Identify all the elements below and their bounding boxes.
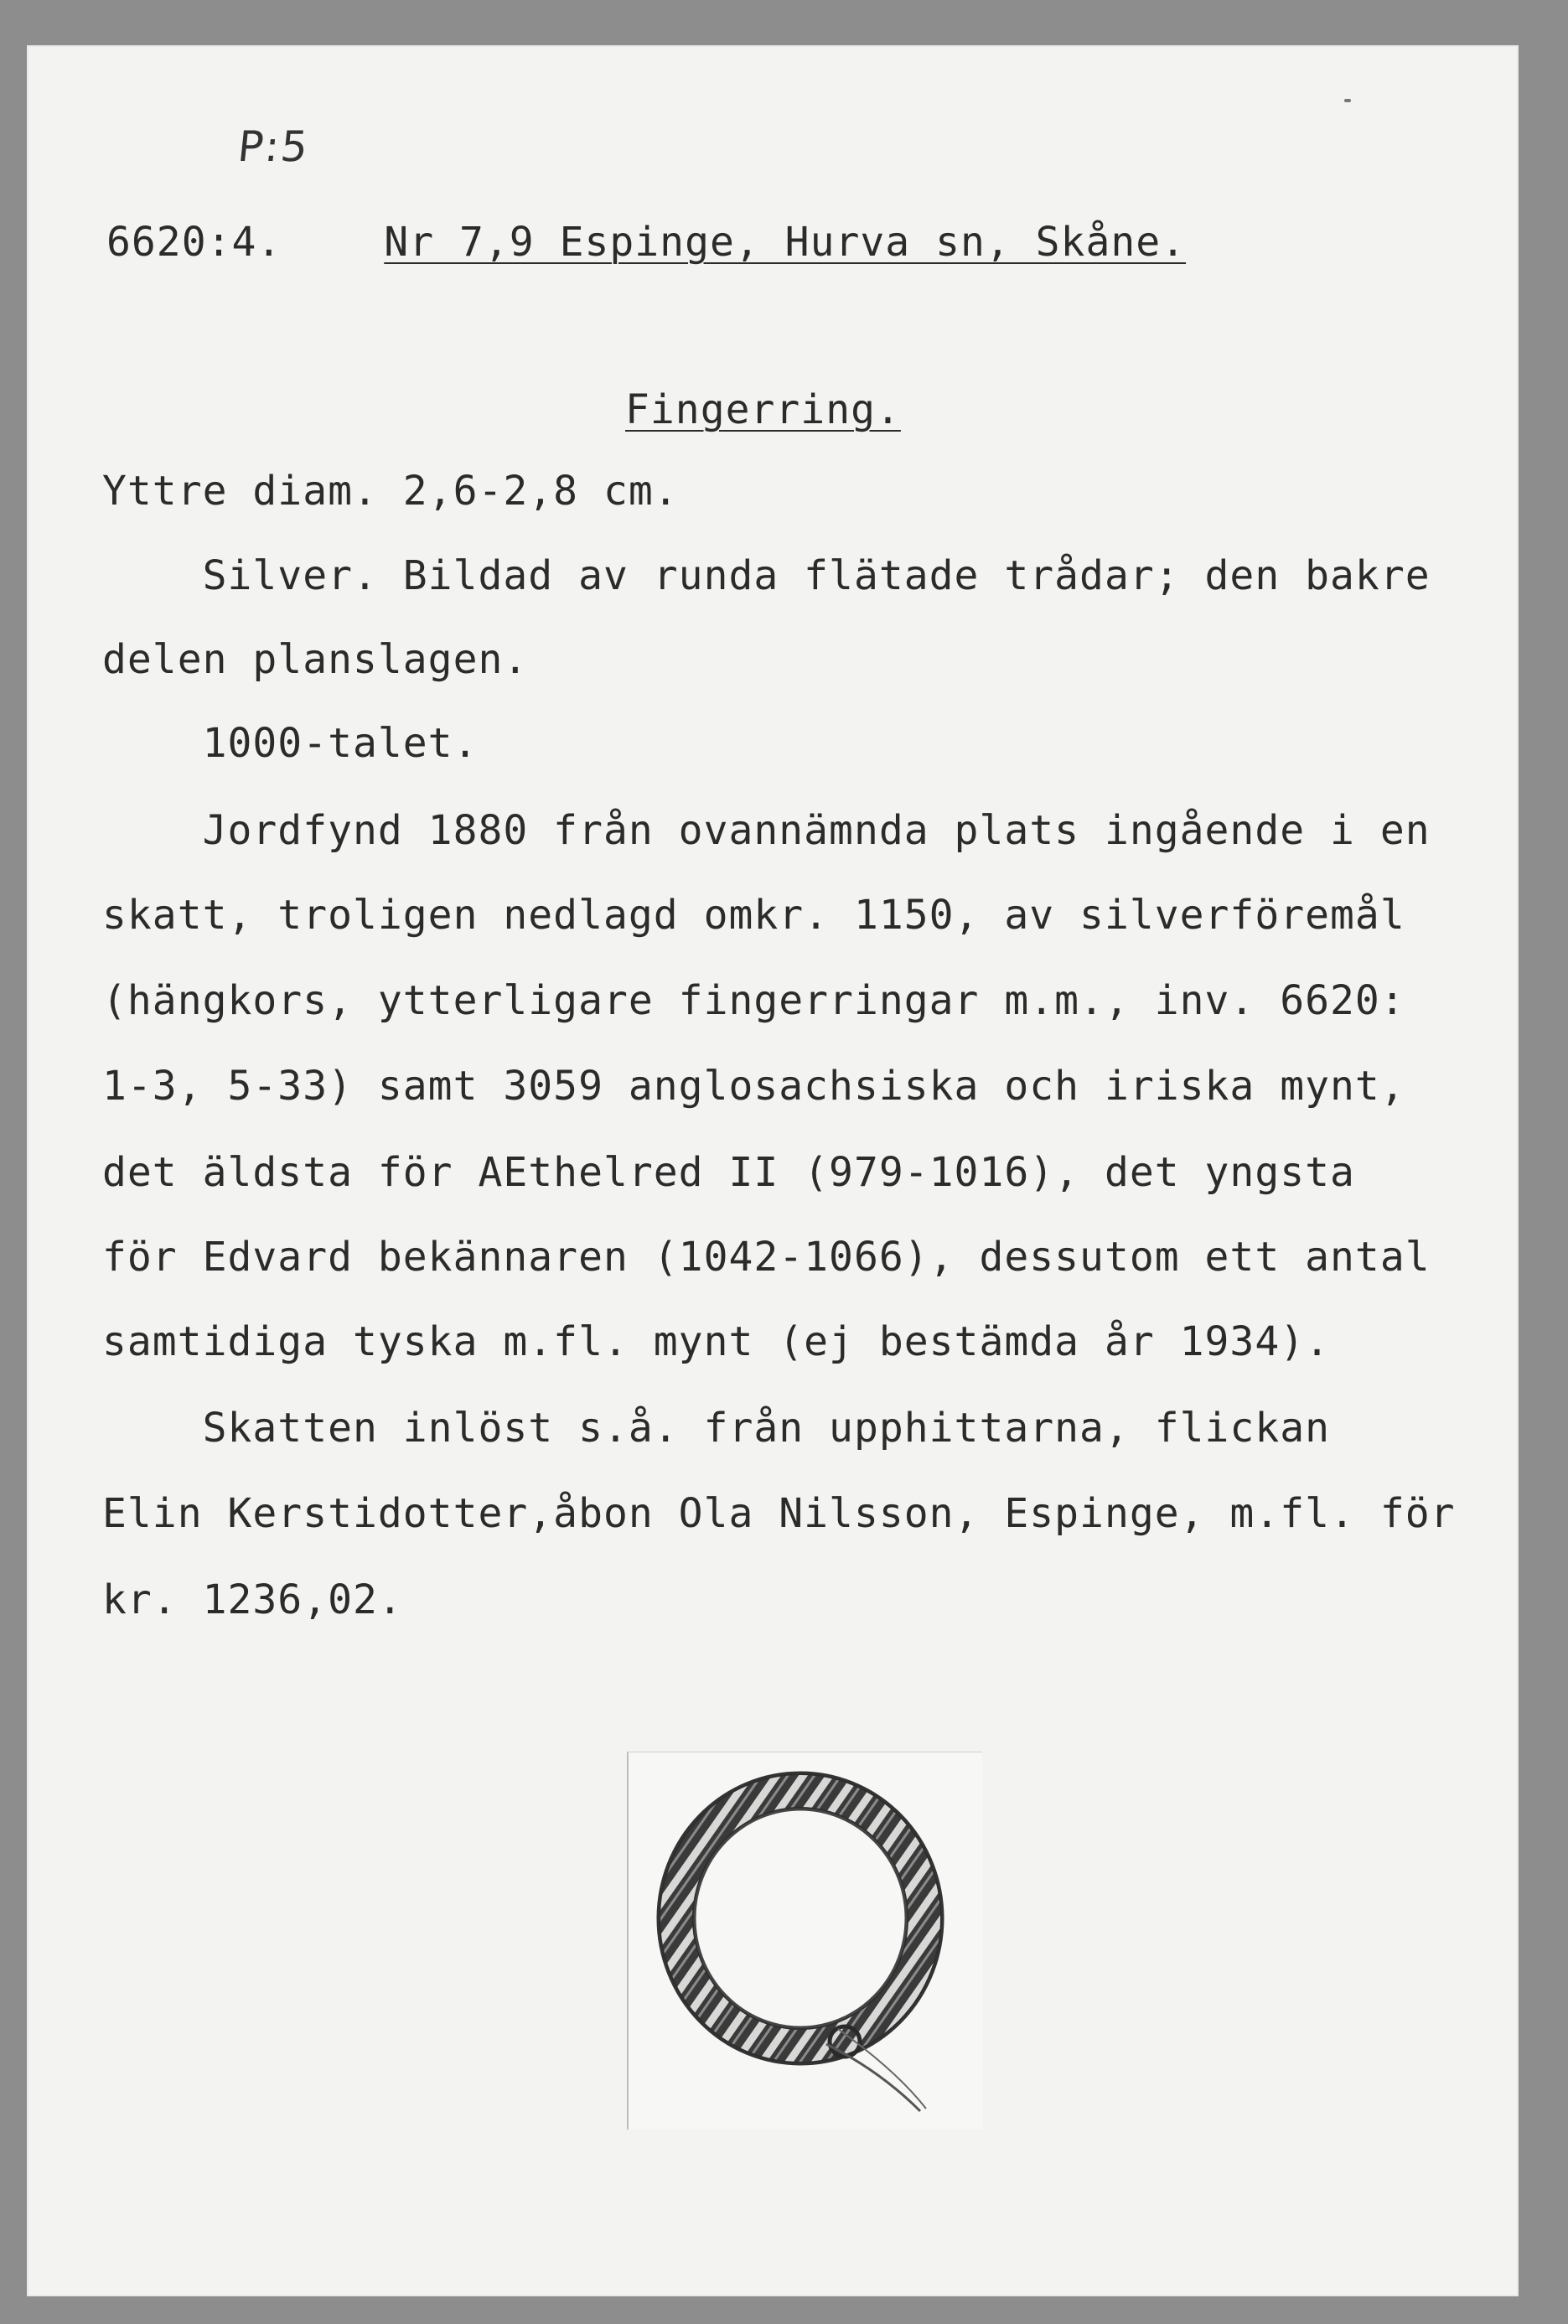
text-line-10: för Edvard bekännaren (1042-1066), dessutom ett antal: [102, 1234, 1431, 1281]
text-line-9: det äldsta för AEthelred II (979-1016), det yngsta: [102, 1149, 1355, 1196]
object-title: Fingerring.: [625, 386, 901, 433]
text-line-4: 1000-talet.: [102, 720, 479, 767]
text-line-1: Yttre diam. 2,6-2,8 cm.: [102, 468, 679, 515]
text-line-13: Elin Kerstidotter,åbon Ola Nilsson, Espinge, m.fl. för: [102, 1490, 1456, 1537]
text-line-11: samtidiga tyska m.fl. mynt (ej bestämda år 1934).: [102, 1318, 1331, 1365]
text-line-2: Silver. Bildad av runda flätade trådar; den bakre: [102, 552, 1431, 599]
text-line-14: kr. 1236,02.: [102, 1576, 403, 1623]
title-line: [625, 386, 901, 433]
catalogue-card: [28, 47, 1517, 2295]
header-line: [106, 219, 1186, 266]
ring-photograph: [627, 1752, 982, 2130]
find-place: Nr 7,9 Espinge, Hurva sn, Skåne.: [384, 219, 1187, 266]
text-line-7: (hängkors, ytterligare fingerringar m.m., inv. 6620:: [102, 977, 1405, 1024]
text-line-12: Skatten inlöst s.å. från upphittarna, flickan: [102, 1405, 1331, 1452]
text-line-6: skatt, troligen nedlagd omkr. 1150, av silverföremål: [102, 892, 1405, 939]
text-line-8: 1-3, 5-33) samt 3059 anglosachsiska och iriska mynt,: [102, 1063, 1405, 1110]
braided-ring-image: [629, 1752, 981, 2130]
text-line-5: Jordfynd 1880 från ovannämnda plats ingående i en: [102, 807, 1431, 854]
handwritten-note: P:5: [235, 122, 312, 171]
text-line-3: delen planslagen.: [102, 636, 529, 683]
paper-mark: [1344, 99, 1351, 102]
inventory-number: 6620:4.: [106, 219, 282, 266]
